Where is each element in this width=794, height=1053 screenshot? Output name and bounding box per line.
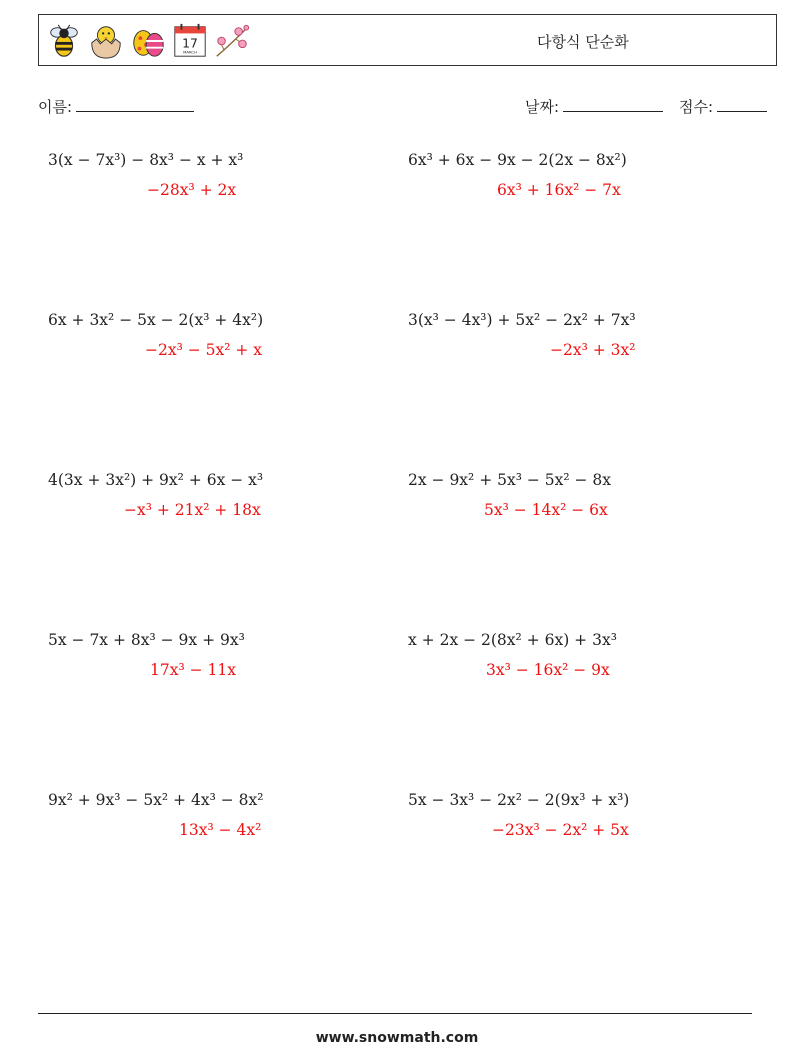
easter-egg-icon — [129, 22, 167, 60]
problem-10: 5x − 3x³ − 2x² − 2(9x³ + x³) — [408, 791, 630, 809]
answer-8: 3x³ − 16x² − 9x — [486, 661, 610, 679]
chick-in-egg-icon — [87, 22, 125, 60]
problem-8: x + 2x − 2(8x² + 6x) + 3x³ — [408, 631, 617, 649]
bee-icon — [45, 22, 83, 60]
answer-2: 6x³ + 16x² − 7x — [497, 181, 621, 199]
score-field — [679, 96, 767, 117]
answer-4: −2x³ + 3x² — [550, 341, 636, 359]
calendar-day: 17 — [182, 36, 198, 51]
problem-6: 2x − 9x² + 5x³ − 5x² − 8x — [408, 471, 612, 489]
problem-9: 9x² + 9x³ − 5x² + 4x³ − 8x² — [48, 791, 264, 809]
problem-5: 4(3x + 3x²) + 9x² + 6x − x³ — [48, 471, 264, 489]
flower-branch-icon — [213, 22, 251, 60]
score-label: 점수: — [679, 98, 714, 116]
problem-3: 6x + 3x² − 5x − 2(x³ + 4x²) — [48, 311, 264, 329]
answer-7: 17x³ − 11x — [150, 661, 236, 679]
problem-2: 6x³ + 6x − 9x − 2(2x − 8x²) — [408, 151, 627, 169]
answer-3: −2x³ − 5x² + x — [145, 341, 263, 359]
answer-6: 5x³ − 14x² − 6x — [484, 501, 608, 519]
date-blank — [563, 97, 663, 112]
answer-10: −23x³ − 2x² + 5x — [492, 821, 629, 839]
name-field — [38, 96, 194, 117]
answer-9: 13x³ − 4x² — [179, 821, 262, 839]
footer-divider — [38, 1013, 752, 1014]
header-icons — [45, 21, 251, 61]
problem-1: 3(x − 7x³) − 8x³ − x + x³ — [48, 151, 244, 169]
footer-site: www.snowmath.com — [315, 1030, 479, 1046]
problem-7: 5x − 7x + 8x³ − 9x + 9x³ — [48, 631, 245, 649]
problem-4: 3(x³ − 4x³) + 5x² − 2x² + 7x³ — [408, 311, 636, 329]
worksheet-title: 다항식 단순화 — [537, 33, 629, 51]
score-blank — [717, 97, 767, 112]
name-blank — [76, 97, 194, 112]
answer-5: −x³ + 21x² + 18x — [124, 501, 261, 519]
name-label: 이름: — [38, 98, 73, 116]
calendar-icon — [171, 22, 209, 60]
calendar-month: MARCH — [183, 49, 197, 55]
date-label: 날짜: — [525, 98, 560, 116]
date-field — [525, 96, 663, 117]
answer-1: −28x³ + 2x — [147, 181, 237, 199]
worksheet-header — [38, 14, 777, 66]
